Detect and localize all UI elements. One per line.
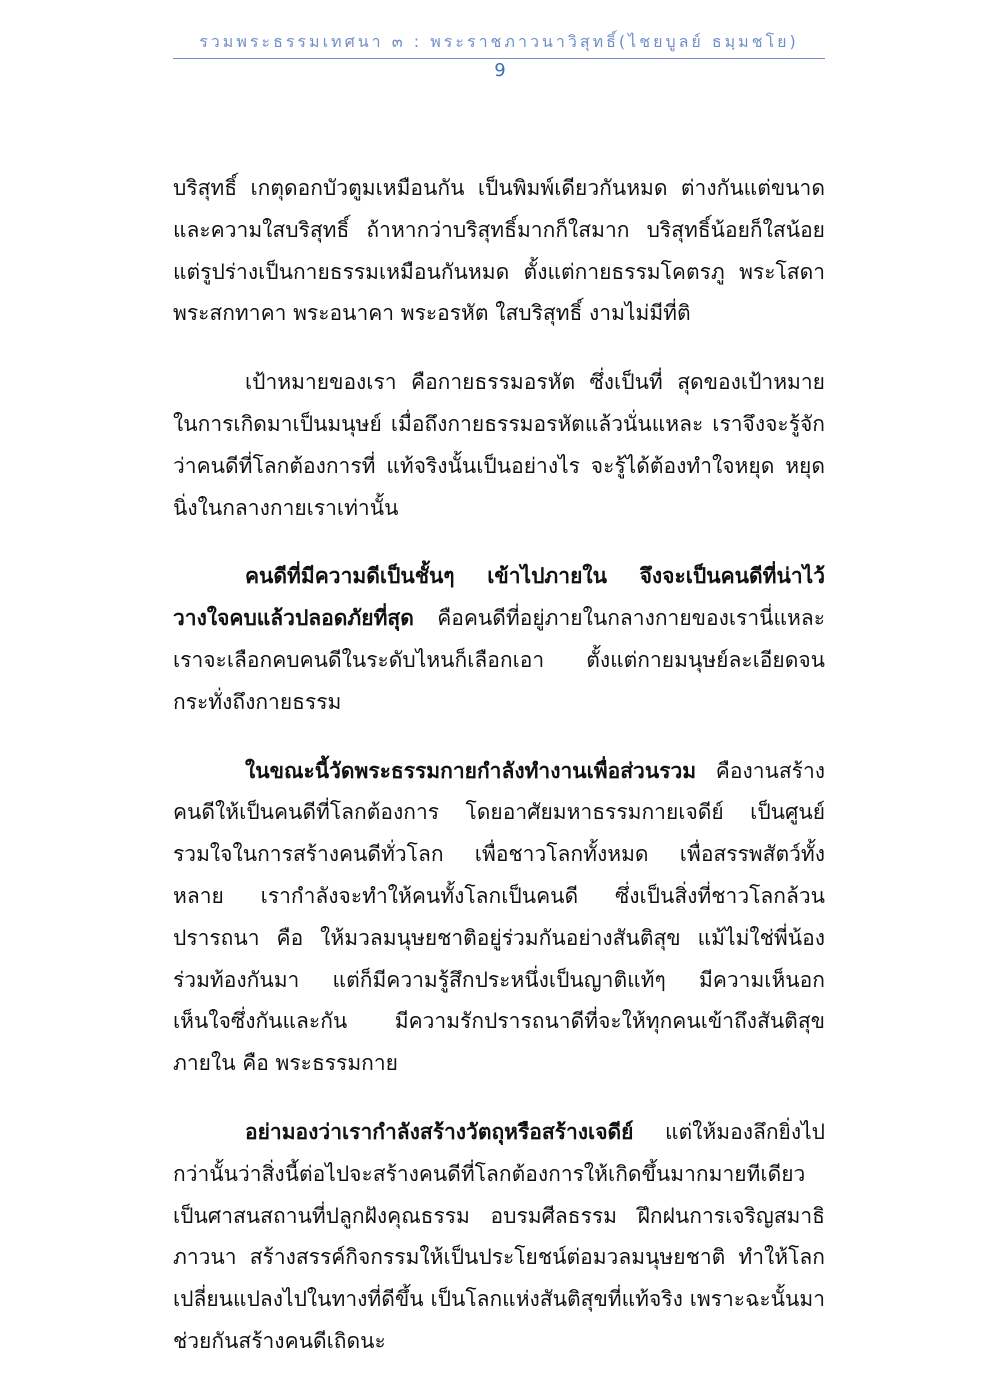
paragraph-5-text: แต่ให้มองลึกยิ่งไปกว่านั้นว่าสิ่งนี้ต่อไปจะสร้างคนดีที่โลกต้องการให้เกิดขึ้นมากมายทีเดียว เป็นศาสนสถานที่ปลูกฝังคุณธรรม อบรมศีลธรรม ฝึกฝนการเจริญสมาธิภาวนา สร้างสรรค์กิจกรรมให้เป็นประโยชน์ต่อมวลมนุษยชาติ ทำให้โลกเปลี่ยนแปลงไปในทางที่ดีขึ้น เป็นโลกแห่งสันติสุขที่แท้จริง เพราะฉะนั้นมาช่วยกันสร้างคนดีเถิดนะ (173, 1119, 825, 1353)
paragraph-4-bold: ในขณะนี้วัดพระธรรมกายกำลังทำงานเพื่อส่วนรวม (245, 758, 697, 783)
page-number: 9 (494, 60, 506, 81)
paragraph-2 (173, 362, 825, 529)
paragraph-3-text: คือคนดีที่อยู่ภายในกลางกายของเรานี่แหละ เราจะเลือกคบคนดีในระดับไหนก็เลือกเอา ตั้งแต่กายมนุษย์ละเอียดจนกระทั่งถึงกายธรรม (173, 606, 825, 714)
paragraph-1 (173, 168, 825, 335)
paragraph-3-bold: คนดีที่มีความดีเป็นชั้นๆ เข้าไปภายใน จึงจะเป็นคนดีที่น่าไว้วางใจคบแล้วปลอดภัยที่สุด (173, 564, 825, 631)
paragraph-5 (173, 1112, 825, 1363)
paragraph-1-text: บริสุทธิ์ เกตุดอกบัวตูมเหมือนกัน เป็นพิมพ์เดียวกันหมด ต่างกันแต่ขนาดและความใสบริสุทธิ์ ถ้าหากว่าบริสุทธิ์มากก็ใสมาก บริสุทธิ์น้อยก็ใสน้อย แต่รูปร่างเป็นกายธรรมเหมือนกันหมด ตั้งแต่กายธรรมโคตรภู พระโสดา พระสกทาคา พระอนาคา พระอรหัต ใสบริสุทธิ์ งามไม่มีที่ติ (173, 176, 825, 326)
paragraph-2-text: เป้าหมายของเรา คือกายธรรมอรหัต ซึ่งเป็นที่ สุดของเป้าหมายในการเกิดมาเป็นมนุษย์ เมื่อถึงกายธรรมอรหัตแล้วนั่นแหละ เราจึงจะรู้จักว่าคนดีที่โลกต้องการที่ แท้จริงนั้นเป็นอย่างไร จะรู้ได้ต้องทำใจหยุด หยุดนิ่งในกลางกายเราเท่านั้น (173, 370, 825, 520)
paragraph-3 (173, 556, 825, 723)
running-header: รวมพระธรรมเทศนา ๓ : พระราชภาวนาวิสุทธิ์(ไชยบูลย์ ธมฺมชโย) (173, 30, 825, 59)
page-body (173, 168, 825, 1390)
paragraph-4 (173, 751, 825, 1085)
paragraph-5-bold: อย่ามองว่าเรากำลังสร้างวัตถุหรือสร้างเจดีย์ (245, 1119, 634, 1144)
paragraph-4-text: คืองานสร้างคนดีให้เป็นคนดีที่โลกต้องการ โดยอาศัยมหาธรรมกายเจดีย์ เป็นศูนย์รวมใจในการสร้างคนดีทั่วโลก เพื่อชาวโลกทั้งหมด เพื่อสรรพสัตว์ทั้งหลาย เรากำลังจะทำให้คนทั้งโลกเป็นคนดี ซึ่งเป็นสิ่งที่ชาวโลกล้วนปรารถนา คือ ให้มวลมนุษยชาติอยู่ร่วมกันอย่างสันติสุข แม้ไม่ใช่พี่น้องร่วมท้องกันมา แต่ก็มีความรู้สึกประหนึ่งเป็นญาติแท้ๆ มีความเห็นอกเห็นใจซึ่งกันและกัน มีความรักปรารถนาดีที่จะให้ทุกคนเข้าถึงสันติสุขภายใน คือ พระธรรมกาย (173, 758, 825, 1076)
